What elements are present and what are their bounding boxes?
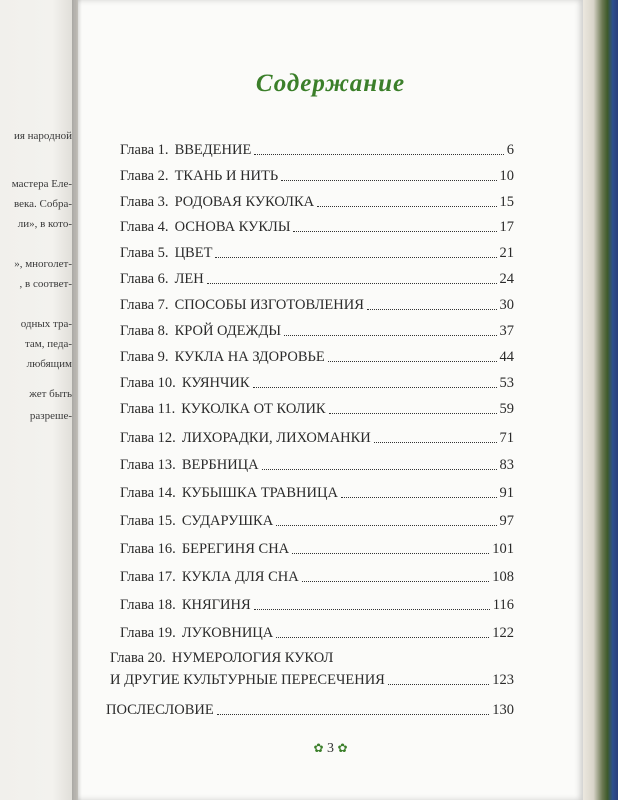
- toc-chapter: Глава 8.: [120, 323, 169, 339]
- toc-chapter: Глава 20.: [110, 650, 166, 666]
- toc-entry: [120, 214, 514, 236]
- toc-entry: [120, 240, 514, 262]
- left-page-line: ли», в кото-: [17, 218, 72, 230]
- toc-page: 59: [499, 401, 514, 417]
- toc-leader: [293, 231, 496, 232]
- left-page-line: любящим: [26, 358, 72, 370]
- left-page-line: жет быть: [29, 388, 72, 400]
- toc-entry: [120, 536, 514, 558]
- toc-leader: [281, 180, 496, 181]
- toc-page: 91: [499, 485, 514, 501]
- toc-entry-chapter-20: [110, 650, 514, 667]
- ornament-left-icon: ✿: [313, 741, 324, 755]
- page-title: Содержание: [255, 70, 406, 97]
- toc-title: ВЕРБНИЦА: [181, 457, 259, 473]
- toc-page: 108: [492, 569, 514, 585]
- toc-title: ВВЕДЕНИЕ: [174, 142, 252, 158]
- toc-title: РОДОВАЯ КУКОЛКА: [174, 194, 315, 210]
- toc-entry: [120, 163, 514, 185]
- toc-title: КУКЛА НА ЗДОРОВЬЕ: [174, 349, 325, 365]
- toc-chapter: Глава 15.: [120, 513, 176, 529]
- toc-leader: [302, 581, 490, 582]
- left-page-line: ия народной: [13, 130, 72, 142]
- left-page-line: одных тра-: [20, 318, 72, 330]
- toc-line-1: [110, 650, 514, 667]
- toc-leader: [388, 684, 489, 685]
- toc-leader: [262, 469, 497, 470]
- toc-title: ЛЕН: [174, 271, 204, 287]
- page-number-value: 3: [327, 741, 334, 756]
- toc-entry: [120, 620, 514, 642]
- toc-title: КУЯНЧИК: [181, 375, 250, 391]
- toc-entry: [120, 318, 514, 340]
- toc-chapter: Глава 14.: [120, 485, 176, 501]
- toc-chapter: Глава 12.: [120, 430, 176, 446]
- toc-chapter: Глава 19.: [120, 625, 176, 641]
- toc-entry: [120, 370, 514, 392]
- toc-chapter: Глава 1.: [120, 142, 169, 158]
- toc-page: 97: [499, 513, 514, 529]
- toc-entry: [120, 266, 514, 288]
- toc-entry: [120, 344, 514, 366]
- toc-title: КУБЫШКА ТРАВНИЦА: [181, 485, 338, 501]
- toc-title: НУМЕРОЛОГИЯ КУКОЛ: [171, 650, 334, 666]
- toc-chapter: Глава 6.: [120, 271, 169, 287]
- gutter-shadow: [72, 0, 82, 800]
- toc-page: 15: [499, 194, 514, 210]
- toc-leader: [217, 714, 490, 715]
- toc-title: ЛУКОВНИЦА: [181, 625, 274, 641]
- toc-page: 123: [492, 672, 514, 688]
- toc-title: И ДРУГИЕ КУЛЬТУРНЫЕ ПЕРЕСЕЧЕНИЯ: [110, 672, 385, 688]
- toc-chapter: Глава 5.: [120, 245, 169, 261]
- toc-page: 116: [492, 597, 514, 613]
- toc-leader: [215, 257, 496, 258]
- toc-title: КРОЙ ОДЕЖДЫ: [174, 323, 282, 339]
- toc-page: 53: [499, 375, 514, 391]
- ornament-right-icon: ✿: [337, 741, 348, 755]
- toc-title: ПОСЛЕСЛОВИЕ: [106, 702, 214, 718]
- toc-chapter: Глава 13.: [120, 457, 176, 473]
- toc-entry-chapter-20-line-2: [110, 667, 514, 689]
- toc-entry: [120, 396, 514, 418]
- left-page: [0, 0, 75, 800]
- toc-entry-afterword: [106, 697, 514, 719]
- toc-chapter: Глава 10.: [120, 375, 176, 391]
- toc-chapter: Глава 18.: [120, 597, 176, 613]
- toc-leader: [341, 497, 497, 498]
- left-page-line: , в соответ-: [19, 278, 72, 290]
- toc-leader: [367, 309, 497, 310]
- toc-chapter: Глава 16.: [120, 541, 176, 557]
- toc-page: 71: [499, 430, 514, 446]
- toc-entry: [120, 425, 514, 447]
- toc-page: 44: [499, 349, 514, 365]
- toc-page: 130: [492, 702, 514, 718]
- toc-entry: [120, 564, 514, 586]
- toc-page: 122: [492, 625, 514, 641]
- toc-leader: [284, 335, 496, 336]
- toc-leader: [328, 361, 497, 362]
- left-page-line: мастера Еле-: [11, 178, 72, 190]
- toc-title: КНЯГИНЯ: [181, 597, 251, 613]
- toc-chapter: Глава 2.: [120, 168, 169, 184]
- toc-title: БЕРЕГИНЯ СНА: [181, 541, 290, 557]
- toc-entry: [120, 292, 514, 314]
- toc-page: 24: [499, 271, 514, 287]
- toc-title: КУКЛА ДЛЯ СНА: [181, 569, 299, 585]
- toc-chapter: Глава 3.: [120, 194, 169, 210]
- toc-title: ЛИХОРАДКИ, ЛИХОМАНКИ: [181, 430, 371, 446]
- left-page-line: разреше-: [29, 410, 72, 422]
- toc-page: 37: [499, 323, 514, 339]
- toc-entry: [120, 452, 514, 474]
- toc-chapter: Глава 7.: [120, 297, 169, 313]
- toc-leader: [254, 154, 503, 155]
- toc-title: ТКАНЬ И НИТЬ: [174, 168, 279, 184]
- page-number: [78, 741, 583, 757]
- toc-page: 83: [499, 457, 514, 473]
- toc-leader: [317, 206, 496, 207]
- toc-chapter: Глава 11.: [120, 401, 176, 417]
- toc-entry: [120, 189, 514, 211]
- toc-entry: [120, 592, 514, 614]
- toc-leader: [374, 442, 497, 443]
- toc-leader: [292, 553, 489, 554]
- toc-page: 21: [499, 245, 514, 261]
- toc-page: 101: [492, 541, 514, 557]
- toc-title: СПОСОБЫ ИЗГОТОВЛЕНИЯ: [174, 297, 364, 313]
- toc-chapter: Глава 4.: [120, 219, 169, 235]
- toc-leader: [254, 609, 490, 610]
- left-page-line: века. Собра-: [13, 198, 72, 210]
- toc-chapter: Глава 9.: [120, 349, 169, 365]
- toc-chapter: Глава 17.: [120, 569, 176, 585]
- toc-leader: [276, 637, 489, 638]
- toc-entry: [120, 508, 514, 530]
- toc-leader: [207, 283, 497, 284]
- toc-leader: [329, 413, 497, 414]
- toc-leader: [276, 525, 496, 526]
- toc-entry: [120, 137, 514, 159]
- toc-entry: [120, 480, 514, 502]
- toc-page: 6: [506, 142, 514, 158]
- toc-page: 10: [499, 168, 514, 184]
- toc-title: ЦВЕТ: [174, 245, 213, 261]
- toc-title: КУКОЛКА ОТ КОЛИК: [181, 401, 326, 417]
- toc-leader: [253, 387, 497, 388]
- toc-title: ОСНОВА КУКЛЫ: [174, 219, 291, 235]
- left-page-line: », многолет-: [14, 258, 72, 270]
- toc-page: 30: [499, 297, 514, 313]
- toc-page: 17: [499, 219, 514, 235]
- toc-title: СУДАРУШКА: [181, 513, 274, 529]
- book-cover-edge: [583, 0, 618, 800]
- left-page-line: там, педа-: [24, 338, 72, 350]
